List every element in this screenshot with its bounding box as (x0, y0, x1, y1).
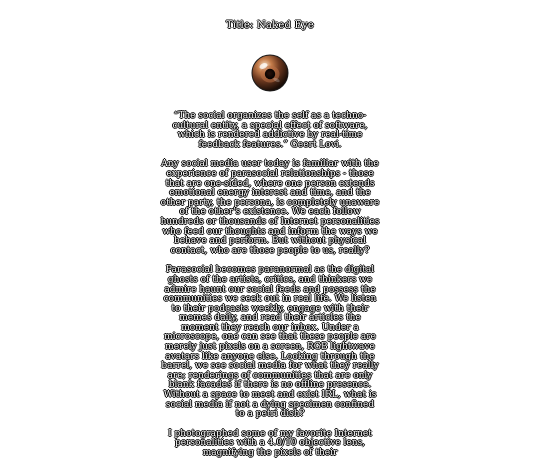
article-body (160, 112, 380, 469)
body-paragraph-1: Any social media user today is familiar with the experience of parasocial relationships - those that are one-sided, where one person extends emotional energy interest and time, and the other party, the persona, is completely unaware of the other's existence. We each follow hundreds or thousands of Internet personalities who feed our thoughts and inform the ways we behave and perform. But without physical contact, who are those people to us, really? (160, 159, 380, 256)
eye-icon (250, 53, 290, 93)
body-paragraph-3: I photographed some of my favorite Internet personalities with a 4.0/10 objective lens, magnifying the pixels of their (168, 428, 372, 458)
page-title: Title: Naked Eye (226, 20, 314, 31)
quote-paragraph: “The social organizes the self as a techno-cultural entity, a special effect of software, which is rendered addictive by real-time feedback features.” Geert Lovi. (172, 111, 368, 150)
body-paragraph-2: Parasocial becomes paranormal as the digital ghosts of the artists, critics, and thinkers we admire haunt our social feeds and possess the communities we seek out in real life. We listen to their podcasts weekly, engage with their memes daily, and read their articles the moment they reach our inbox. Under a microscope, one can see that these people are merely just pixels on a screen, RGB lightwave avatars like anyone else. Looking through the barrel, we see social media for what they really are; renderings of communities that are only blank facades if there is no offline presence. Without a space to meet and exist IRL, what is social media if not a dying specimen confined to a petri dish? (161, 265, 379, 420)
